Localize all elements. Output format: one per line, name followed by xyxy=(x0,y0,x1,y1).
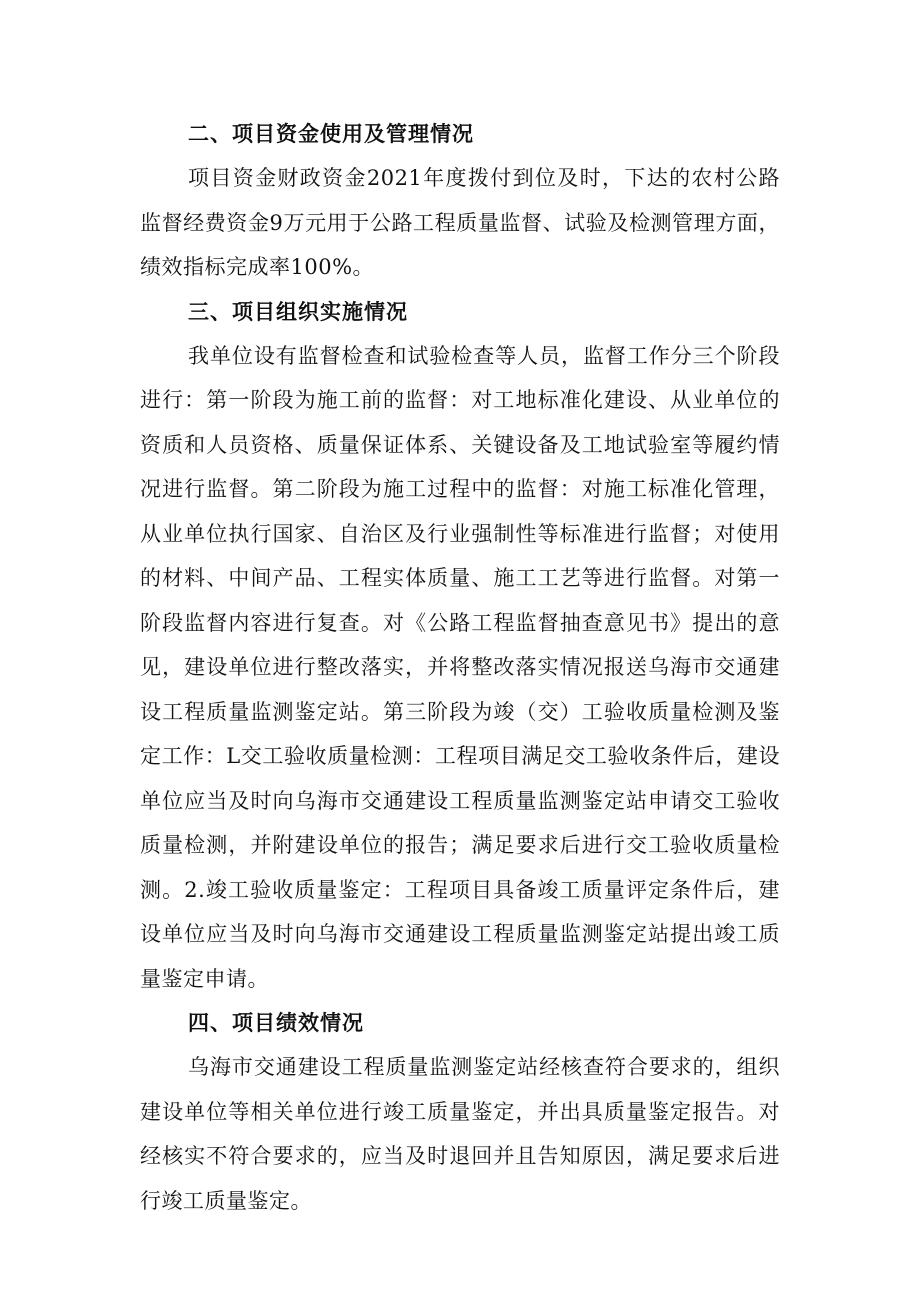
section-paragraph-funds: 项目资金财政资金2021年度拨付到位及时，下达的农村公路监督经费资金9万元用于公路工程质量监督、试验及检测管理方面，绩效指标完成率100%。 xyxy=(140,166,780,279)
section-heading-performance: 四、项目绩效情况 xyxy=(188,1011,364,1035)
section-paragraph-performance: 乌海市交通建设工程质量监测鉴定站经核查符合要求的，组织建设单位等相关单位进行竣工质量鉴定，并出具质量鉴定报告。对经核实不符合要求的，应当及时退回并且告知原因，满足要求后进行竣工质量鉴定。 xyxy=(140,1055,780,1213)
section-heading-funds: 二、项目资金使用及管理情况 xyxy=(188,122,474,146)
section-heading-implementation: 三、项目组织实施情况 xyxy=(188,299,408,324)
section-paragraph-implementation: 我单位设有监督检查和试验检查等人员，监督工作分三个阶段进行：第一阶段为施工前的监督：对工地标准化建设、从业单位的资质和人员资格、质量保证体系、关键设备及工地试验室等履约情况进行监督。第二阶段为施工过程中的监督：对施工标准化管理，从业单位执行国家、自治区及行业强制性等标准进行监督；对使用的材料、中间产品、工程实体质量、施工工艺等进行监督。对第一阶段监督内容进行复查。对《公路工程监督抽查意见书》提出的意见，建设单位进行整改落实，并将整改落实情况报送乌海市交通建设工程质量监测鉴定站。第三阶段为竣（交）工验收质量检测及鉴定工作：L交工验收质量检测：工程项目满足交工验收条件后，建设单位应当及时向乌海市交通建设工程质量监测鉴定站申请交工验收质量检测，并附建设单位的报告；满足要求后进行交工验收质量检测。2.竣工验收质量鉴定：工程项目具备竣工质量评定条件后，建设单位应当及时向乌海市交通建设工程质量监测鉴定站提出竣工质量鉴定申请。 xyxy=(140,343,780,991)
